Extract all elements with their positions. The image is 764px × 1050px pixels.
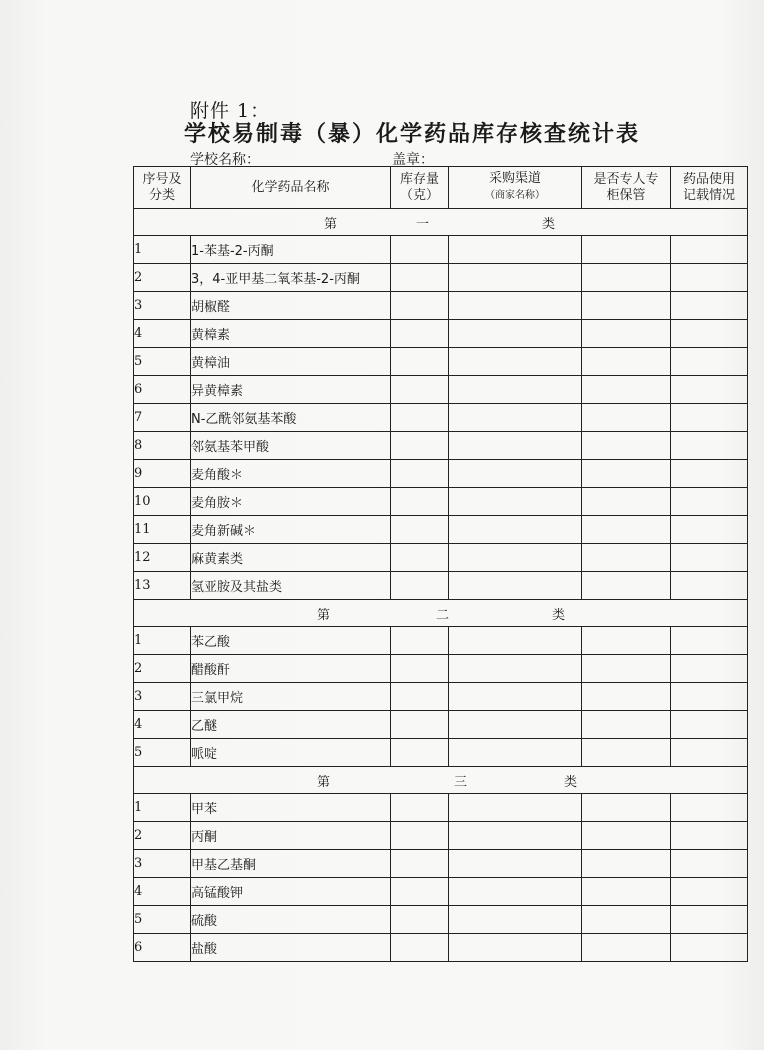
- usage-cell[interactable]: [671, 376, 748, 404]
- storage-cell[interactable]: [582, 264, 671, 292]
- item-number: 10: [134, 488, 191, 516]
- item-number: 7: [134, 404, 191, 432]
- usage-cell[interactable]: [671, 320, 748, 348]
- chemical-name: 1-苯基-2-丙酮: [191, 236, 391, 264]
- item-number: 4: [134, 711, 191, 739]
- stock-cell[interactable]: [391, 264, 449, 292]
- channel-cell[interactable]: [449, 627, 582, 655]
- chemical-name: 黄樟油: [191, 348, 391, 376]
- item-number: 5: [134, 739, 191, 767]
- item-number: 1: [134, 627, 191, 655]
- channel-cell[interactable]: [449, 376, 582, 404]
- category-char: 三: [454, 775, 468, 790]
- stock-cell[interactable]: [391, 794, 449, 822]
- storage-cell[interactable]: [582, 878, 671, 906]
- table-row: [134, 432, 748, 460]
- storage-cell[interactable]: [582, 460, 671, 488]
- storage-cell[interactable]: [582, 627, 671, 655]
- storage-cell[interactable]: [582, 822, 671, 850]
- category-char: 一: [416, 217, 430, 232]
- storage-cell[interactable]: [582, 488, 671, 516]
- chemical-name: 盐酸: [191, 934, 391, 962]
- category-char: 类: [552, 608, 566, 623]
- storage-cell[interactable]: [582, 655, 671, 683]
- storage-cell[interactable]: [582, 934, 671, 962]
- channel-cell[interactable]: [449, 934, 582, 962]
- attachment-label: 附件 1：: [190, 100, 271, 122]
- chemical-name: 甲苯: [191, 794, 391, 822]
- storage-cell[interactable]: [582, 739, 671, 767]
- header-usage: 药品使用 记载情况: [671, 167, 748, 209]
- stock-cell[interactable]: [391, 488, 449, 516]
- storage-cell[interactable]: [582, 572, 671, 600]
- channel-cell[interactable]: [449, 906, 582, 934]
- item-number: 9: [134, 460, 191, 488]
- channel-cell[interactable]: [449, 404, 582, 432]
- channel-cell[interactable]: [449, 850, 582, 878]
- stock-cell[interactable]: [391, 236, 449, 264]
- usage-cell[interactable]: [671, 348, 748, 376]
- channel-cell[interactable]: [449, 348, 582, 376]
- header-channel: 采购渠道 （商家名称）: [449, 167, 582, 209]
- channel-cell[interactable]: [449, 683, 582, 711]
- channel-cell[interactable]: [449, 516, 582, 544]
- chemical-name: 苯乙酸: [191, 627, 391, 655]
- usage-cell[interactable]: [671, 236, 748, 264]
- chemical-name: 胡椒醛: [191, 292, 391, 320]
- storage-cell[interactable]: [582, 794, 671, 822]
- stock-cell[interactable]: [391, 516, 449, 544]
- chemical-name: 麦角新碱＊: [191, 516, 391, 544]
- channel-cell[interactable]: [449, 739, 582, 767]
- chemical-name: 邻氨基苯甲酸: [191, 432, 391, 460]
- item-number: 3: [134, 683, 191, 711]
- document-title: 学校易制毒（暴）化学药品库存核查统计表: [183, 121, 640, 147]
- usage-cell[interactable]: [671, 264, 748, 292]
- category-char: 第: [317, 608, 331, 623]
- channel-cell[interactable]: [449, 711, 582, 739]
- usage-cell[interactable]: [671, 850, 748, 878]
- usage-cell[interactable]: [671, 516, 748, 544]
- table-row: [134, 488, 748, 516]
- item-number: 2: [134, 655, 191, 683]
- usage-cell[interactable]: [671, 711, 748, 739]
- stock-cell[interactable]: [391, 376, 449, 404]
- chemical-name: 黄樟素: [191, 320, 391, 348]
- item-number: 4: [134, 878, 191, 906]
- stock-cell[interactable]: [391, 934, 449, 962]
- item-number: 3: [134, 292, 191, 320]
- category-header: [134, 209, 748, 236]
- stock-cell[interactable]: [391, 404, 449, 432]
- channel-cell[interactable]: [449, 264, 582, 292]
- channel-cell[interactable]: [449, 292, 582, 320]
- usage-cell[interactable]: [671, 794, 748, 822]
- table-row: [134, 516, 748, 544]
- stock-cell[interactable]: [391, 460, 449, 488]
- table-row: [134, 460, 748, 488]
- category-char: 第: [317, 775, 331, 790]
- storage-cell[interactable]: [582, 292, 671, 320]
- stock-cell[interactable]: [391, 906, 449, 934]
- usage-cell[interactable]: [671, 404, 748, 432]
- usage-cell[interactable]: [671, 488, 748, 516]
- table-row: [134, 348, 748, 376]
- channel-cell[interactable]: [449, 544, 582, 572]
- category-char: 类: [542, 217, 556, 232]
- item-number: 2: [134, 822, 191, 850]
- header-index: 序号及 分类: [134, 167, 191, 209]
- usage-cell[interactable]: [671, 655, 748, 683]
- item-number: 8: [134, 432, 191, 460]
- chemical-name: 硫酸: [191, 906, 391, 934]
- category-header: [134, 600, 748, 627]
- channel-cell[interactable]: [449, 878, 582, 906]
- table-row: [134, 404, 748, 432]
- usage-cell[interactable]: [671, 683, 748, 711]
- chemical-name: 哌啶: [191, 739, 391, 767]
- stock-cell[interactable]: [391, 655, 449, 683]
- chemical-name: 丙酮: [191, 822, 391, 850]
- stock-cell[interactable]: [391, 432, 449, 460]
- storage-cell[interactable]: [582, 236, 671, 264]
- inventory-table: [133, 166, 748, 962]
- chemical-name: N-乙酰邻氨基苯酸: [191, 404, 391, 432]
- table-row: [134, 711, 748, 739]
- storage-cell[interactable]: [582, 348, 671, 376]
- channel-cell[interactable]: [449, 460, 582, 488]
- usage-cell[interactable]: [671, 878, 748, 906]
- storage-cell[interactable]: [582, 544, 671, 572]
- chemical-name: 甲基乙基酮: [191, 850, 391, 878]
- table-row: [134, 906, 748, 934]
- item-number: 5: [134, 348, 191, 376]
- item-number: 4: [134, 320, 191, 348]
- usage-cell[interactable]: [671, 460, 748, 488]
- table-row: [134, 934, 748, 962]
- table-row: [134, 794, 748, 822]
- usage-cell[interactable]: [671, 906, 748, 934]
- stock-cell[interactable]: [391, 348, 449, 376]
- storage-cell[interactable]: [582, 683, 671, 711]
- usage-cell[interactable]: [671, 432, 748, 460]
- item-number: 3: [134, 850, 191, 878]
- table-row: [134, 320, 748, 348]
- channel-cell[interactable]: [449, 320, 582, 348]
- chemical-name: 麦角胺＊: [191, 488, 391, 516]
- stock-cell[interactable]: [391, 572, 449, 600]
- item-number: 2: [134, 264, 191, 292]
- seal-label: 盖章：: [392, 152, 434, 168]
- stock-cell[interactable]: [391, 320, 449, 348]
- table-row: [134, 683, 748, 711]
- channel-cell[interactable]: [449, 488, 582, 516]
- table-row: [134, 850, 748, 878]
- channel-cell[interactable]: [449, 655, 582, 683]
- category-char: 第: [324, 217, 338, 232]
- storage-cell[interactable]: [582, 320, 671, 348]
- item-number: 11: [134, 516, 191, 544]
- stock-cell[interactable]: [391, 711, 449, 739]
- table-row: [134, 572, 748, 600]
- usage-cell[interactable]: [671, 544, 748, 572]
- table-row: [134, 655, 748, 683]
- category-row: [134, 600, 748, 627]
- usage-cell[interactable]: [671, 627, 748, 655]
- table-row: [134, 878, 748, 906]
- category-row: [134, 767, 748, 794]
- channel-cell[interactable]: [449, 236, 582, 264]
- usage-cell[interactable]: [671, 292, 748, 320]
- category-char: 类: [564, 775, 578, 790]
- usage-cell[interactable]: [671, 822, 748, 850]
- chemical-name: 氢亚胺及其盐类: [191, 572, 391, 600]
- table-row: [134, 822, 748, 850]
- storage-cell[interactable]: [582, 432, 671, 460]
- stock-cell[interactable]: [391, 683, 449, 711]
- stock-cell[interactable]: [391, 544, 449, 572]
- stock-cell[interactable]: [391, 822, 449, 850]
- chemical-name: 3，4-亚甲基二氧苯基-2-丙酮: [191, 264, 391, 292]
- table-header-row: [134, 167, 748, 209]
- chemical-name: 麻黄素类: [191, 544, 391, 572]
- item-number: 1: [134, 236, 191, 264]
- category-char: 二: [436, 608, 450, 623]
- storage-cell[interactable]: [582, 906, 671, 934]
- channel-cell[interactable]: [449, 822, 582, 850]
- chemical-name: 三氯甲烷: [191, 683, 391, 711]
- channel-cell[interactable]: [449, 572, 582, 600]
- storage-cell[interactable]: [582, 376, 671, 404]
- stock-cell[interactable]: [391, 739, 449, 767]
- item-number: 13: [134, 572, 191, 600]
- chemical-name: 异黄樟素: [191, 376, 391, 404]
- category-row: [134, 209, 748, 236]
- header-storage: 是否专人专 柜保管: [582, 167, 671, 209]
- chemical-name: 乙醚: [191, 711, 391, 739]
- storage-cell[interactable]: [582, 404, 671, 432]
- stock-cell[interactable]: [391, 627, 449, 655]
- table-row: [134, 544, 748, 572]
- table-row: [134, 739, 748, 767]
- stock-cell[interactable]: [391, 850, 449, 878]
- table-row: [134, 376, 748, 404]
- usage-cell[interactable]: [671, 934, 748, 962]
- chemical-name: 高锰酸钾: [191, 878, 391, 906]
- table-row: [134, 292, 748, 320]
- table-row: [134, 236, 748, 264]
- category-header: [134, 767, 748, 794]
- storage-cell[interactable]: [582, 516, 671, 544]
- item-number: 1: [134, 794, 191, 822]
- stock-cell[interactable]: [391, 878, 449, 906]
- header-stock: 库存量 （克）: [391, 167, 449, 209]
- item-number: 6: [134, 934, 191, 962]
- item-number: 12: [134, 544, 191, 572]
- usage-cell[interactable]: [671, 572, 748, 600]
- school-name-label: 学校名称：: [190, 152, 260, 168]
- chemical-name: 醋酸酐: [191, 655, 391, 683]
- channel-cell[interactable]: [449, 794, 582, 822]
- storage-cell[interactable]: [582, 711, 671, 739]
- stock-cell[interactable]: [391, 292, 449, 320]
- chemical-name: 麦角酸＊: [191, 460, 391, 488]
- item-number: 6: [134, 376, 191, 404]
- channel-cell[interactable]: [449, 432, 582, 460]
- table-row: [134, 264, 748, 292]
- item-number: 5: [134, 906, 191, 934]
- header-name: 化学药品名称: [191, 167, 391, 209]
- storage-cell[interactable]: [582, 850, 671, 878]
- usage-cell[interactable]: [671, 739, 748, 767]
- table-row: [134, 627, 748, 655]
